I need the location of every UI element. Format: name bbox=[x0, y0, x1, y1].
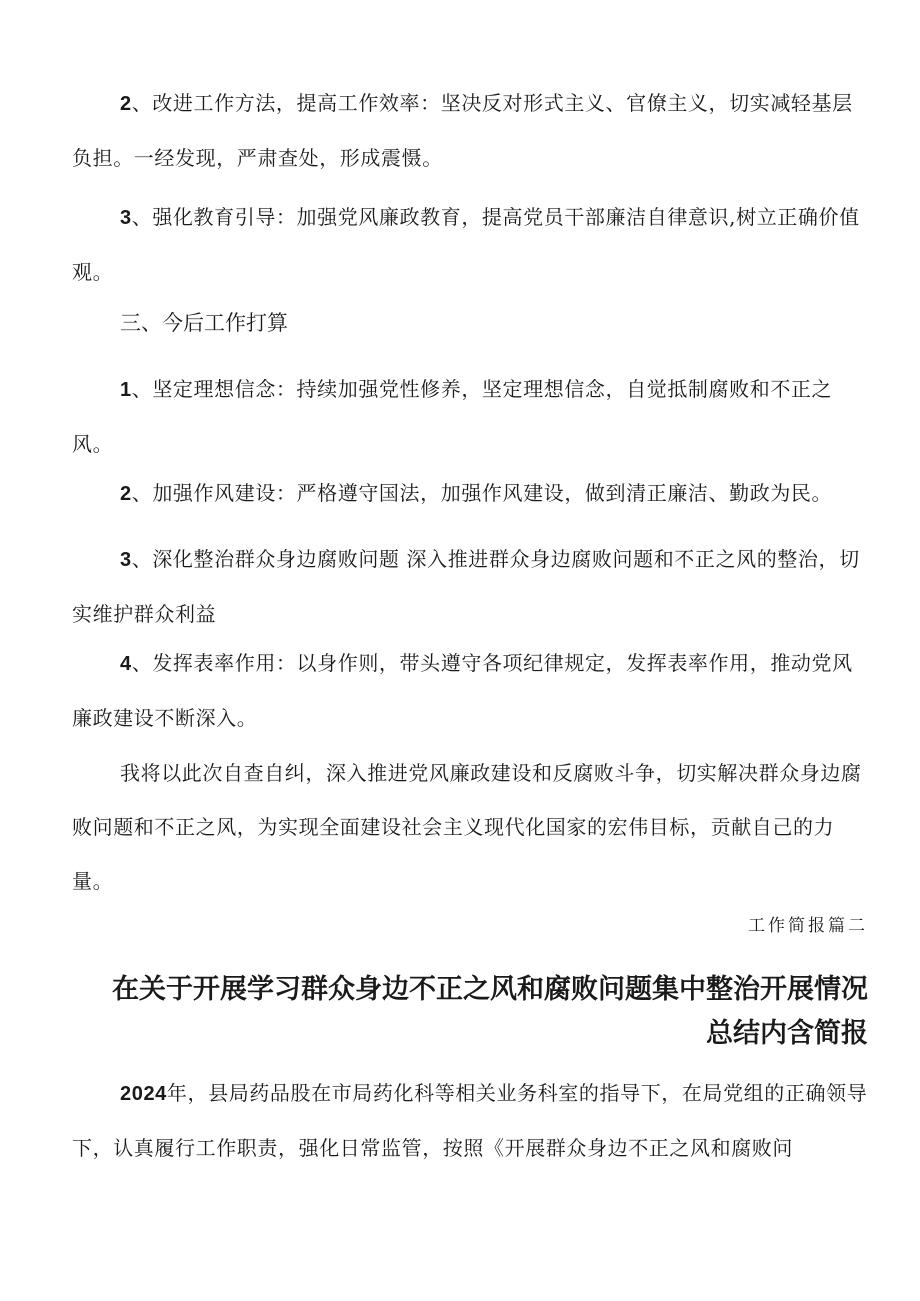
item-number: 3 bbox=[120, 207, 132, 229]
intro-text: 年，县局药品股在市局药化科等相关业务科室的指导下，在局党组的正确领导下，认真履行工作职责，强化日常监管，按照《开展群众身边不正之风和腐败问 bbox=[72, 1081, 868, 1160]
item-text: 、发挥表率作用：以身作则，带头遵守各项纪律规定，发挥表率作用，推动党风廉政建设不断深入。 bbox=[72, 651, 853, 730]
item-text: 、坚定理想信念：持续加强党性修养，坚定理想信念，自觉抵制腐败和不正之风。 bbox=[72, 377, 833, 456]
item-number: 2 bbox=[120, 483, 132, 505]
paragraph-item-strengthen-education bbox=[72, 190, 868, 299]
item-number: 2 bbox=[120, 93, 132, 115]
closing-paragraph: 我将以此次自查自纠，深入推进党风廉政建设和反腐败斗争，切实解决群众身边腐败问题和不正之风，为实现全面建设社会主义现代化国家的宏伟目标，贡献自己的力量。 bbox=[72, 761, 862, 893]
report-title-line-2: 总结内含简报 bbox=[706, 1018, 868, 1049]
item-number: 3 bbox=[120, 549, 132, 571]
item-text: 、强化教育引导：加强党风廉政教育，提高党员干部廉洁自律意识,树立正确价值观。 bbox=[72, 205, 860, 284]
paragraph-item-firm-beliefs bbox=[72, 362, 868, 471]
report-caption: 工作简报篇二 bbox=[748, 916, 868, 936]
item-number: 1 bbox=[120, 379, 132, 401]
item-number: 4 bbox=[120, 653, 132, 675]
paragraph-item-deepen-rectification bbox=[72, 532, 868, 641]
paragraph-item-exemplary-role bbox=[72, 636, 868, 745]
intro-year: 2024 bbox=[120, 1083, 167, 1105]
item-text: 、改进工作方法，提高工作效率：坚决反对形式主义、官僚主义，切实减轻基层负担。一经发现，严肃查处，形成震慑。 bbox=[72, 91, 853, 170]
item-text: 、加强作风建设：严格遵守国法，加强作风建设，做到清正廉洁、勤政为民。 bbox=[131, 481, 833, 505]
paragraph-item-work-style bbox=[72, 466, 868, 521]
section-heading-future-plans: 三、今后工作打算 bbox=[120, 311, 288, 335]
item-text: 、深化整治群众身边腐败问题 深入推进群众身边腐败问题和不正之风的整治，切实维护群众利益 bbox=[72, 547, 860, 626]
report-title bbox=[72, 968, 868, 1056]
report-intro-paragraph bbox=[72, 1066, 868, 1175]
report-title-line-1: 在关于开展学习群众身边不正之风和腐败问题集中整治开展情况 bbox=[112, 974, 868, 1005]
paragraph-item-improve-methods bbox=[72, 76, 868, 185]
